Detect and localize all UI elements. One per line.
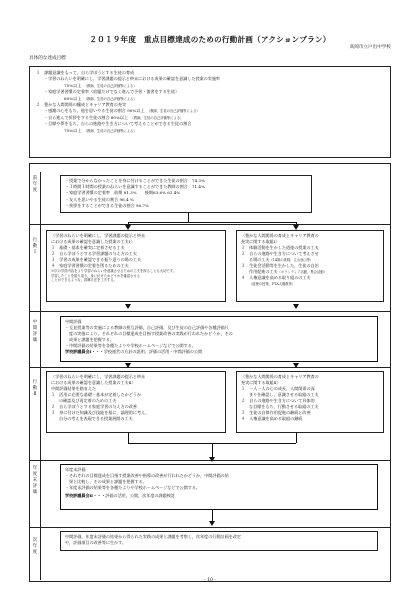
goal-1-item-b: ・家庭学習習慣の定着率（宿題だけでなく進んで予習・復習をする生徒） bbox=[44, 89, 180, 95]
divider-after-year-end bbox=[29, 527, 391, 528]
prev-year-results: ・授業で分からなかったことを身に付けることができた生徒の割合 74.3% ・１時間１時間の授業のねらいを意識することができた教師の割合 71.4% ・家庭学習習慣の定着率 前期 81.3% 後期63.6% 62.4% ・友人を思いやる生徒の割合 96.4 % ・挨拶をすることができる生徒の割合 96.7% bbox=[60, 175, 312, 213]
divider-after-action1 bbox=[29, 311, 391, 312]
goal-2-item-c: ・目標や夢をもち，自らの進路や生き方について考えることができる生徒の割合 bbox=[44, 121, 192, 127]
stage-label-action2: 行 動 Ⅱ bbox=[32, 380, 38, 397]
goal-1-item-a: ・学習のねらいを明確にし，学習課題の提示と終末における成果の確認を意識した授業の実施率 bbox=[44, 76, 221, 82]
arrow-stem bbox=[128, 433, 129, 443]
year-end-evaluation-box: 年度末評価 ・それぞれの目標達成を目指す授業改善や指導の改善が行われたかどうか，中間評価の結 果と比較し，その成果と課題を把握する。 ・年度末評価の結果等を各種たよりや学校ホームページなどで公開する。 学校評議員会Ⅱ・・・評価の活用，公開，次年度の課題検討 bbox=[60, 464, 378, 510]
arrow-down-icon bbox=[293, 304, 299, 309]
goal-2-heading: ２ 豊かな人間関係の醸成とキャリア教育の充実 bbox=[36, 102, 127, 108]
divider-after-prev bbox=[29, 224, 391, 225]
page-title: ２０１９年度 重点目標達成のための行動計画（アクションプラン） bbox=[89, 35, 331, 44]
stage-label-year-end: 年 度 末 評 価 bbox=[32, 466, 38, 495]
action1-learning-box: 〈学習のねらいを明確にし，学習課題の提示と終末 における成果の確認を意識した授業の工夫Ⅰ〉 １ 基礎・基本を確実に定着させる工夫 ２ 自ら学ぼうとする学習課題の与え方の工夫 ３ 学習の成果を確認できる振り返りの場の工夫 ４ 家庭学習習慣の定着を図るための工夫 ※次の学習内容をより学習のねらいを意識させるための工夫を探ることも大切です。 学習したことを振り返り，身に付けたかどうかを確認させる ことができるような，指導方法を工夫する。 bbox=[46, 230, 226, 302]
goal-1-item-b-target: 60%以上 （教師，生徒の自己評価等による） bbox=[64, 95, 137, 101]
arrow-down-icon bbox=[125, 363, 131, 368]
arrow-down-icon bbox=[209, 457, 215, 462]
action2-relationships-box: 〈豊かな人間関係の育成とキャリア教育の 充実に関する取組Ⅱ〉 １ 一人一人の心の成長，人間関係の深 まりを確認し，意識させる取組の工夫 ２ 自らの進路や生き方について具体的 な目標をもち，行動させる取組の工夫 ３ 生徒の自律作用促進の継続と改善 ４ 人権意識を高める取組の継続 bbox=[236, 371, 384, 433]
goal-1-item-a-target: 75%以上 （教師，生徒の自己評価等による） bbox=[64, 82, 137, 88]
stage-label-prev: 前 年 度 bbox=[32, 176, 38, 193]
arrow-branch bbox=[128, 222, 296, 223]
divider-after-mid bbox=[29, 367, 391, 368]
next-year-box: 中間評価，年度末評価の結果から得られた実践の成果と課題を考察し，次年度の行動計画を改定 や，評価項目の改善等に生かす。 bbox=[60, 531, 378, 551]
section-subtitle: 具体的な達成目標 bbox=[29, 56, 66, 61]
goal-2-item-b: ・自ら進んで挨拶をする生徒の割合 80%以上 （教師，生徒の自己評価等による） bbox=[44, 114, 184, 120]
action2-learning-box: 〈学習のねらいを明確にし，学習課題の提示と終末 における成果の確認を意識した授業の工夫Ⅱ〉 中間評価結果を踏まえた １ 活用に必要な基礎・基本が定着したかどうか の確認及び再定着のための工夫 ２ 自ら学ぼうとする家庭学習の与え方の改善 ３ 身に付けた知識及び技能を基に，論理的に考え， 自分の考えを表現できる授業展開の工夫 bbox=[46, 371, 226, 433]
stage-label-next: 次 年 度 bbox=[32, 538, 38, 555]
arrow-down-icon bbox=[125, 304, 131, 309]
stage-label-mid: 中 間 評 価 bbox=[32, 320, 38, 343]
stage-column-divider bbox=[40, 172, 41, 580]
stage-label-action1: 行 動 Ⅰ bbox=[32, 238, 38, 255]
arrow-stem bbox=[296, 433, 297, 443]
mid-evaluation-box: 中間評価 ・互見授業等の実施による教師の相互評価，自己評価，及び生徒の自己評価や各種評価尺 度の実施により，それぞれの目標達成を目指す授業改善の実践が行われたかどうか，その 成果と課題を把握する。 ・中間評価の結果等を各種たよりや学校ホームページなどで公開する。 学校評議員会Ⅰ・・・学校運営の方針の説明，評価の活用・中間評価の公開 bbox=[60, 316, 378, 362]
goal-2-item-a: ・感謝の心をもち，他を思いやる生徒の割合 90%以上 （教師，生徒の自己評価等による） bbox=[44, 108, 200, 114]
school-name: 高岡市立戸出中学校 bbox=[349, 45, 391, 50]
arrow-down-icon bbox=[209, 521, 215, 526]
goal-2-item-c-target: 75%以上 （教師，生徒の自己評価等による） bbox=[64, 127, 137, 133]
goal-1-heading: １ 課題意識をもって，自ら学ぼうとする生徒の育成 bbox=[36, 70, 135, 75]
page-number: - 10 - bbox=[204, 578, 216, 583]
action1-relationships-box: 〈豊かな人間関係の育成とキャリア教育の 充実に関する取組Ⅰ〉 １ 体験活動を生かした道徳の授業の工夫 ２ 自らの進路や生き方について考えさせ る場の工夫（14歳の挑戦，立山登山等） ３ 生徒会活動等を生かした，生徒の自治 作用促進の工夫（ボランティア活動，集会活動） ４ 人権意識を高める取り組みの工夫 （道徳の授業，PTA人権教育） bbox=[236, 230, 384, 302]
goals-box bbox=[29, 66, 391, 158]
arrow-down-icon bbox=[293, 363, 299, 368]
arrow-stem bbox=[188, 213, 189, 222]
